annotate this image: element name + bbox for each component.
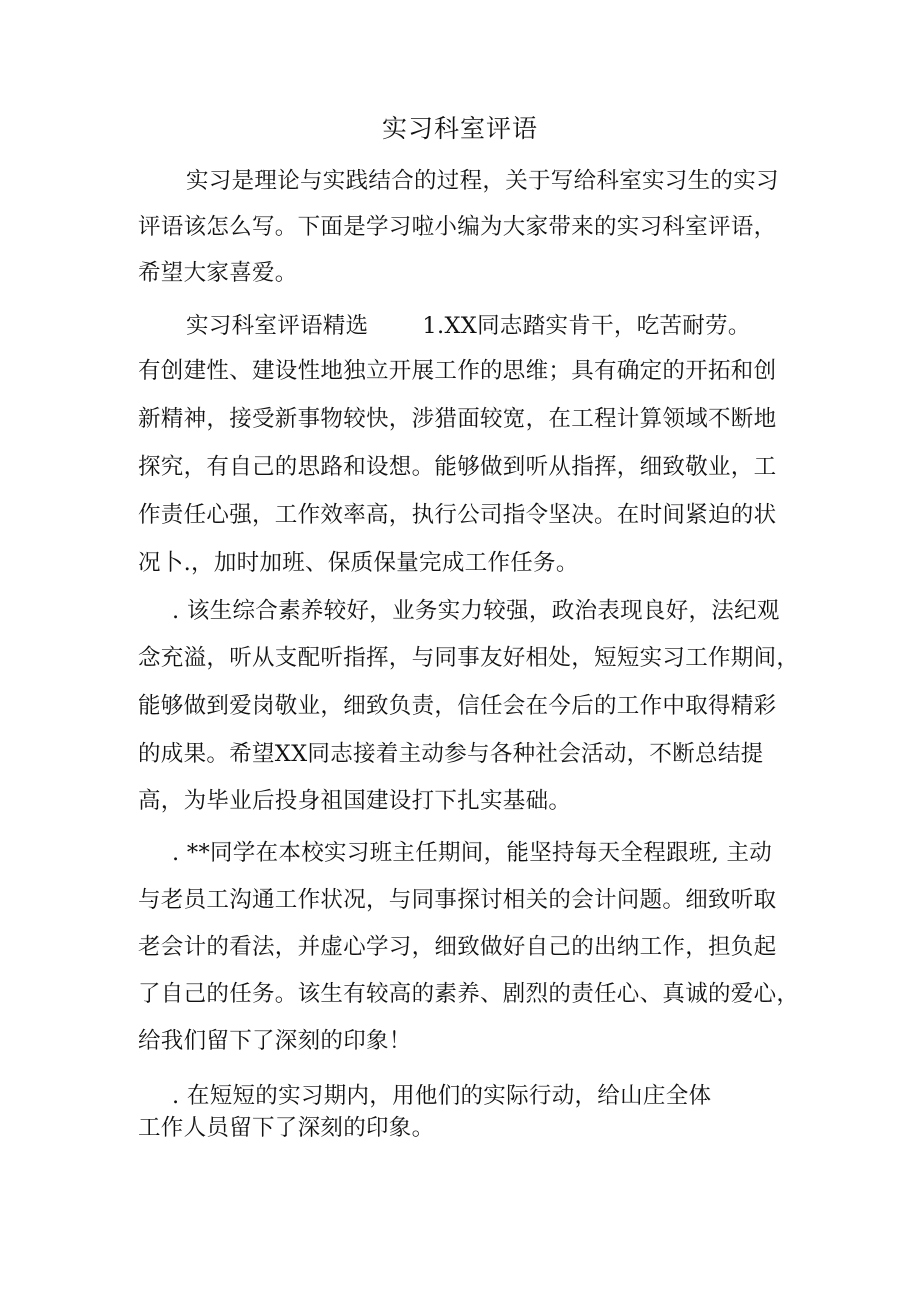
document-title: 实习科室评语 [381, 114, 538, 143]
item-3-line-5: 给我们留下了深刻的印象！ [138, 1028, 412, 1054]
item-2-line-4: 的成果。希望XX同志接着主动参与各种社会活动，不断总结提 [138, 741, 764, 767]
intro-line-3: 希望大家喜爱。 [138, 260, 298, 286]
item-1-line-1: 有创建性、建设性地独立开展工作的思维；具有确定的开拓和创 [138, 358, 777, 384]
item-2-line-1: . 该生综合素养较好，业务实力较强，政治表现良好，法纪观 [172, 598, 780, 624]
item-2-line-5: 高，为毕业后投身祖国建设打下扎实基础。 [138, 788, 572, 814]
item-2-line-2: 念充溢，听从支配听指挥，与同事友好相处，短短实习工作期间， [138, 645, 800, 671]
section-heading-line [186, 309, 751, 343]
item-1-line-5: 况卜.，加时加班、保质保量完成工作任务。 [138, 550, 579, 576]
item-1-line-2: 新精神，接受新事物较快，涉猎面较宽，在工程计算领域不断地 [138, 406, 777, 432]
item-2-line-3: 能够做到爱岗敬业，细致负责，信任会在今后的工作中取得精彩 [138, 693, 777, 719]
item-1-line-3: 探究，有自己的思路和设想。能够做到听从指挥，细致敬业，工 [138, 454, 777, 480]
item-3-line-2: 与老员工沟通工作状况，与同事探讨相关的会计问题。细致听取 [138, 887, 777, 913]
item-3-line-4: 了自己的任务。该生有较高的素养、剧烈的责任心、真诚的爱心， [138, 981, 800, 1007]
item-1-lead: 1.XX同志踏实肯干，吃苦耐劳。 [422, 313, 751, 339]
item-1-line-4: 作责任心强，工作效率高，执行公司指令坚决。在时间紧迫的状 [138, 502, 777, 528]
intro-line-2: 评语该怎么写。下面是学习啦小编为大家带来的实习科室评语， [138, 214, 777, 240]
item-3-line-1: . **同学在本校实习班主任期间，能坚持每天全程跟班, 主动 [172, 840, 773, 866]
item-4-line-1: . 在短短的实习期内，用他们的实际行动，给山庄全体 [172, 1083, 712, 1109]
section-heading: 实习科室评语精选 [186, 313, 369, 339]
item-4-line-2: 工作人员留下了深刻的印象。 [138, 1115, 435, 1141]
intro-line-1: 实习是理论与实践结合的过程，关于写给科室实习生的实习 [186, 168, 779, 194]
item-3-line-3: 老会计的看法，并虚心学习，细致做好自己的出纳工作，担负起 [138, 934, 777, 960]
